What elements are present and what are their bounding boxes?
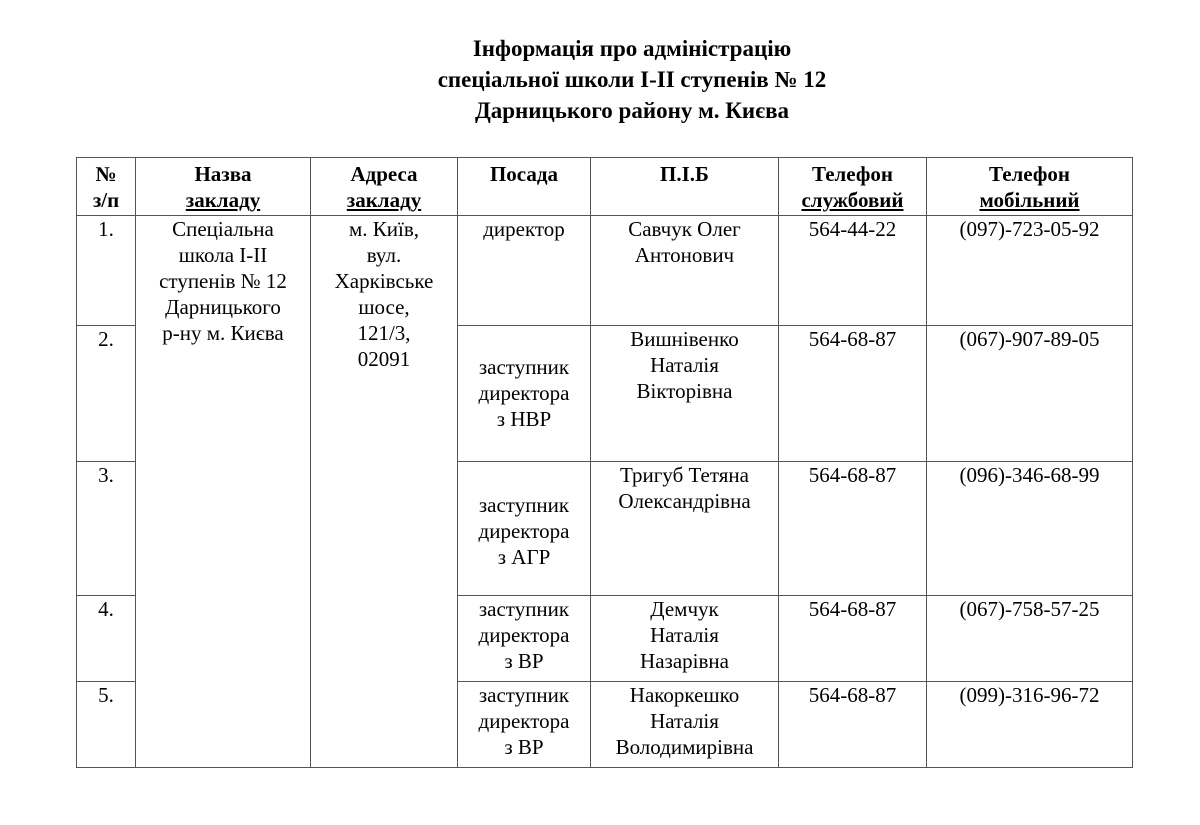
title-line-2: спеціальної школи І-ІІ ступенів № 12 <box>437 67 827 92</box>
position-line: заступник <box>478 597 570 621</box>
header-phone-mobile-line-1: Телефон <box>988 162 1071 186</box>
row-number: 5. <box>77 682 136 768</box>
header-phone-mobile <box>927 158 1133 216</box>
header-name-label: П.І.Б <box>660 162 709 186</box>
position-line: заступник <box>478 355 570 379</box>
row-number: 4. <box>77 596 136 682</box>
position-cell <box>458 596 591 682</box>
position-line: директор <box>483 217 565 241</box>
school-name-line: ступенів № 12 <box>159 269 287 293</box>
full-name-line: Володимирівна <box>615 735 754 759</box>
school-name-line: Дарницького <box>165 295 281 319</box>
full-name-cell <box>591 216 779 326</box>
header-school-line-1: Назва <box>194 162 252 186</box>
position-cell <box>458 462 591 596</box>
full-name-line: Вишнівенко <box>630 327 739 351</box>
header-address-line-1: Адреса <box>350 162 418 186</box>
phone-office-cell: 564-68-87 <box>779 682 927 768</box>
address-line: вул. <box>366 243 402 267</box>
title-line-1: Інформація про адміністрацію <box>472 36 792 61</box>
header-num-line-2: з/п <box>92 188 120 212</box>
header-position <box>458 158 591 216</box>
full-name-cell <box>591 462 779 596</box>
table-row <box>77 216 1133 326</box>
full-name-line: Савчук Олег <box>628 217 741 241</box>
administration-table <box>76 157 1133 768</box>
phone-office-cell: 564-68-87 <box>779 462 927 596</box>
header-phone-office <box>779 158 927 216</box>
header-num-line-1: № <box>95 162 117 186</box>
position-cell <box>458 216 591 326</box>
phone-mobile-cell: (097)-723-05-92 <box>927 216 1133 326</box>
header-address <box>311 158 458 216</box>
position-line: з НВР <box>496 407 552 431</box>
full-name-line: Вікторівна <box>636 379 733 403</box>
header-row <box>77 158 1133 216</box>
phone-office-cell: 564-68-87 <box>779 326 927 462</box>
row-number: 3. <box>77 462 136 596</box>
phone-mobile-cell: (096)-346-68-99 <box>927 462 1133 596</box>
position-line: директора <box>478 381 570 405</box>
full-name-line: Тригуб Тетяна <box>619 463 749 487</box>
header-phone-office-line-1: Телефон <box>811 162 894 186</box>
position-line: з ВР <box>504 735 544 759</box>
full-name-line: Наталія <box>650 709 719 733</box>
position-line: заступник <box>478 683 570 707</box>
full-name-line: Наталія <box>650 353 719 377</box>
position-cell <box>458 326 591 462</box>
school-name-line: Спеціальна <box>172 217 274 241</box>
full-name-cell <box>591 682 779 768</box>
address-line: Харківське <box>334 269 434 293</box>
title-line-3: Дарницького району м. Києва <box>474 98 790 123</box>
position-line: директора <box>478 709 570 733</box>
position-line: з АГР <box>497 545 551 569</box>
full-name-line: Антонович <box>634 243 735 267</box>
address-line: м. Київ, <box>348 217 420 241</box>
full-name-line: Демчук <box>650 597 719 621</box>
position-cell <box>458 682 591 768</box>
header-position-label: Посада <box>489 162 559 186</box>
school-name-line: школа І-ІІ <box>178 243 268 267</box>
header-school <box>136 158 311 216</box>
full-name-line: Назарівна <box>640 649 729 673</box>
full-name-cell <box>591 596 779 682</box>
full-name-line: Накоркешко <box>629 683 740 707</box>
school-name-cell <box>136 216 311 768</box>
full-name-line: Наталія <box>650 623 719 647</box>
header-phone-mobile-line-2: мобільний <box>979 188 1080 212</box>
full-name-cell <box>591 326 779 462</box>
address-line: 121/3, <box>357 321 411 345</box>
position-line: з ВР <box>504 649 544 673</box>
header-phone-office-line-2: службовий <box>801 188 904 212</box>
header-name <box>591 158 779 216</box>
phone-office-cell: 564-44-22 <box>779 216 927 326</box>
full-name-line: Олександрівна <box>618 489 751 513</box>
row-number: 1. <box>77 216 136 326</box>
header-school-line-2: закладу <box>185 188 261 212</box>
address-line: 02091 <box>357 347 411 371</box>
position-line: заступник <box>478 493 570 517</box>
position-line: директора <box>478 623 570 647</box>
phone-mobile-cell: (067)-907-89-05 <box>927 326 1133 462</box>
phone-office-cell: 564-68-87 <box>779 596 927 682</box>
school-address-cell <box>311 216 458 768</box>
position-line: директора <box>478 519 570 543</box>
phone-mobile-cell: (067)-758-57-25 <box>927 596 1133 682</box>
address-line: шосе, <box>358 295 410 319</box>
header-num <box>77 158 136 216</box>
document-title <box>0 33 1200 126</box>
header-address-line-2: закладу <box>346 188 422 212</box>
phone-mobile-cell: (099)-316-96-72 <box>927 682 1133 768</box>
school-name-line: р-ну м. Києва <box>162 321 284 345</box>
row-number: 2. <box>77 326 136 462</box>
